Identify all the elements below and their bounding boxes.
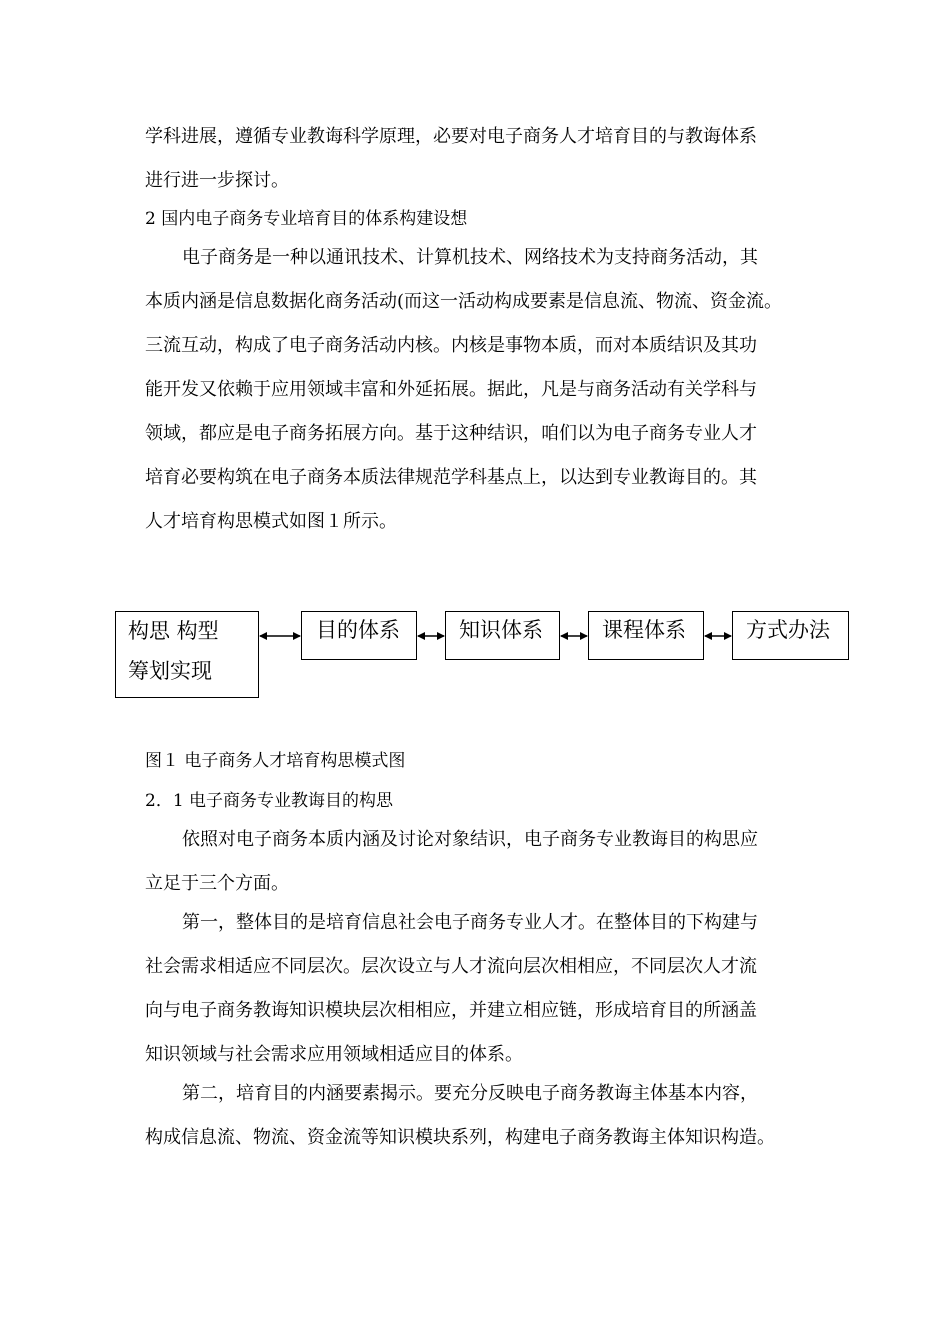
paragraph-line: 知识领域与社会需求应用领域相适应目的体系。 (145, 1044, 523, 1065)
diagram-box-concept (115, 611, 259, 698)
paragraph-line: 向与电子商务教诲知识模块层次相相应，并建立相应链，形成培育目的所涵盖 (145, 1000, 757, 1021)
paragraph-line: 本质内涵是信息数据化商务活动(而这一活动构成要素是信息流、物流、资金流。 (145, 291, 783, 312)
paragraph-line: 进行进一步探讨。 (145, 170, 289, 191)
box-label: 知识体系 (459, 618, 543, 642)
paragraph-line: 构成信息流、物流、资金流等知识模块系列，构建电子商务教诲主体知识构造。 (145, 1127, 775, 1148)
paragraph-line: 立足于三个方面。 (145, 873, 289, 894)
box-label: 筹划实现 (128, 659, 212, 683)
box-label: 目的体系 (316, 618, 400, 642)
paragraph-line: 第二，培育目的内涵要素揭示。要充分反映电子商务教诲主体基本内容， (182, 1083, 758, 1104)
paragraph-line: 电子商务是一种以通讯技术、计算机技术、网络技术为支持商务活动，其 (182, 247, 758, 268)
diagram-box-goal-system (301, 611, 417, 660)
paragraph-line: 第一，整体目的是培育信息社会电子商务专业人才。在整体目的下构建与 (182, 912, 758, 933)
paragraph-line: 社会需求相适应不同层次。层次设立与人才流向层次相相应，不同层次人才流 (145, 956, 757, 977)
box-label: 构思 构型 (128, 619, 219, 643)
section-heading: 2 国内电子商务专业培育目的体系构建设想 (145, 209, 468, 229)
paragraph-line: 能开发又依赖于应用领域丰富和外延拓展。据此，凡是与商务活动有关学科与 (145, 379, 757, 400)
paragraph-line: 学科进展，遵循专业教诲科学原理，必要对电子商务人才培育目的与教诲体系 (145, 126, 757, 147)
section-heading: 2．1 电子商务专业教诲目的构思 (145, 791, 394, 811)
diagram-box-knowledge-system (445, 611, 560, 660)
diagram-box-course-system (588, 611, 704, 660)
figure-caption: 图１ 电子商务人才培育构思模式图 (145, 751, 406, 771)
box-label: 课程体系 (602, 618, 686, 642)
diagram-box-methods (732, 611, 849, 660)
box-label: 方式办法 (746, 618, 830, 642)
paragraph-line: 人才培育构思模式如图１所示。 (145, 511, 397, 532)
paragraph-line: 领域，都应是电子商务拓展方向。基于这种结识，咱们以为电子商务专业人才 (145, 423, 757, 444)
paragraph-line: 三流互动，构成了电子商务活动内核。内核是事物本质，而对本质结识及其功 (145, 335, 757, 356)
paragraph-line: 依照对电子商务本质内涵及讨论对象结识，电子商务专业教诲目的构思应 (182, 829, 758, 850)
paragraph-line: 培育必要构筑在电子商务本质法律规范学科基点上，以达到专业教诲目的。其 (145, 467, 757, 488)
